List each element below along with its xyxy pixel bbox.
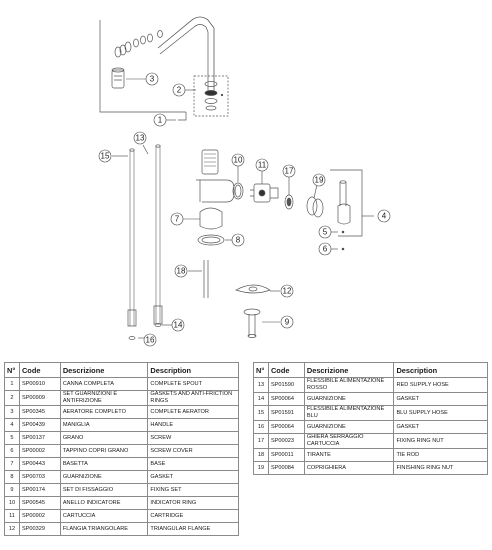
callout-1: 1: [157, 115, 163, 125]
table-row: [254, 421, 488, 434]
row-number: 2: [5, 391, 20, 406]
table-row: [5, 419, 239, 432]
italian-description: CARTUCCIA: [60, 510, 148, 523]
callout-13: 13: [135, 133, 145, 143]
part-code: SP00909: [19, 391, 60, 406]
parts-table-left: [4, 362, 239, 536]
supply-hoses-drawing: [128, 145, 162, 326]
part-code: SP00910: [19, 378, 60, 391]
english-description: COMPLETE AERATOR: [148, 406, 239, 419]
table-row: [5, 523, 239, 536]
row-number: 9: [5, 484, 20, 497]
italian-description: FLESSIBILE ALIMENTAZIONE ROSSO: [304, 378, 394, 393]
english-description: HANDLE: [148, 419, 239, 432]
callout-17: 17: [284, 166, 294, 176]
row-number: 11: [5, 510, 20, 523]
callout-14: 14: [173, 320, 183, 330]
callout-11: 11: [257, 160, 267, 170]
gasket-set-drawing: [194, 76, 228, 116]
italian-description: GUARNIZIONE: [304, 421, 394, 434]
callout-16: 16: [145, 335, 155, 345]
part-code: SP00443: [19, 458, 60, 471]
row-number: 7: [5, 458, 20, 471]
header-number: N°: [254, 363, 269, 378]
callout-8: 8: [235, 235, 241, 245]
table-row: [5, 471, 239, 484]
table-row: [5, 391, 239, 406]
row-number: 16: [254, 421, 269, 434]
callout-12: 12: [282, 286, 292, 296]
part-code: SP00174: [19, 484, 60, 497]
italian-description: SET GUARNIZIONI E ANTIFRIZIONE: [60, 391, 148, 406]
english-description: GASKETS AND ANTI-FRICTION RINGS: [148, 391, 239, 406]
table-row: [254, 434, 488, 449]
italian-description: ANELLO INDICATORE: [60, 497, 148, 510]
english-description: FIXING RING NUT: [394, 434, 488, 449]
callout-3: 3: [149, 74, 155, 84]
english-description: GASKET: [148, 471, 239, 484]
italian-description: CANNA COMPLETA: [60, 378, 148, 391]
callout-4: 4: [381, 211, 387, 221]
header-code: Code: [19, 363, 60, 378]
row-number: 3: [5, 406, 20, 419]
row-number: 19: [254, 462, 269, 475]
part-code: SP00064: [268, 393, 304, 406]
part-code: SP00064: [268, 421, 304, 434]
italian-description: GHIERA SERRAGGIO CARTUCCIA: [304, 434, 394, 449]
italian-description: TIRANTE: [304, 449, 394, 462]
fixing-set-drawing: [244, 309, 260, 338]
table-row: [5, 445, 239, 458]
table-row: [5, 378, 239, 391]
part-code: SP00345: [19, 406, 60, 419]
italian-description: FLESSIBILE ALIMENTAZIONE BLU: [304, 406, 394, 421]
part-code: SP00084: [268, 462, 304, 475]
header-descrizione: Descrizione: [304, 363, 394, 378]
callout-19: 19: [314, 175, 324, 185]
table-row: [5, 484, 239, 497]
callout-9: 9: [284, 317, 290, 327]
table-row: [254, 393, 488, 406]
english-description: FINISHING RING NUT: [394, 462, 488, 475]
italian-description: GRANO: [60, 432, 148, 445]
table-row: [5, 458, 239, 471]
table-row: [5, 510, 239, 523]
callout-2: 2: [176, 85, 182, 95]
callout-18: 18: [176, 266, 186, 276]
part-code: SP00545: [19, 497, 60, 510]
cartridge-drawing: [250, 184, 278, 202]
callout-6: 6: [322, 244, 328, 254]
handle-drawing: [338, 181, 350, 224]
part-code: SP01591: [268, 406, 304, 421]
english-description: GASKET: [394, 421, 488, 434]
table-header-row: [254, 363, 488, 378]
italian-description: BASETTA: [60, 458, 148, 471]
table-row: [5, 432, 239, 445]
part-code: SP01590: [268, 378, 304, 393]
callout-7: 7: [174, 214, 180, 224]
italian-description: TAPPINO COPRI GRANO: [60, 445, 148, 458]
row-number: 5: [5, 432, 20, 445]
part-code: SP00902: [19, 510, 60, 523]
english-description: TRIANGULAR FLANGE: [148, 523, 239, 536]
header-description: Description: [394, 363, 488, 378]
english-description: RED SUPPLY HOSE: [394, 378, 488, 393]
table-row: [5, 406, 239, 419]
english-description: CARTRIDGE: [148, 510, 239, 523]
header-description: Description: [148, 363, 239, 378]
row-number: 6: [5, 445, 20, 458]
parts-table-right-body: [254, 378, 488, 475]
row-number: 10: [5, 497, 20, 510]
callout-5: 5: [322, 227, 328, 237]
callout-10: 10: [233, 155, 243, 165]
row-number: 4: [5, 419, 20, 432]
row-number: 15: [254, 406, 269, 421]
table-row: [254, 449, 488, 462]
italian-description: AERATORE COMPLETO: [60, 406, 148, 419]
italian-description: MANIGLIA: [60, 419, 148, 432]
part-code: SP00703: [19, 471, 60, 484]
english-description: GASKET: [394, 393, 488, 406]
row-number: 1: [5, 378, 20, 391]
row-number: 18: [254, 449, 269, 462]
english-description: BLU SUPPLY HOSE: [394, 406, 488, 421]
part-code: SP00023: [268, 434, 304, 449]
english-description: COMPLETE SPOUT: [148, 378, 239, 391]
table-row: [254, 406, 488, 421]
italian-description: FLANGIA TRIANGOLARE: [60, 523, 148, 536]
base-drawing: [198, 208, 224, 245]
italian-description: SET DI FISSAGGIO: [60, 484, 148, 497]
part-code: SP00329: [19, 523, 60, 536]
part-code: SP00439: [19, 419, 60, 432]
english-description: SCREW COVER: [148, 445, 239, 458]
table-row: [5, 497, 239, 510]
table-row: [254, 462, 488, 475]
row-number: 17: [254, 434, 269, 449]
row-number: 13: [254, 378, 269, 393]
header-number: N°: [5, 363, 20, 378]
english-description: FIXING SET: [148, 484, 239, 497]
callout-15: 15: [100, 151, 110, 161]
part-code: SP00011: [268, 449, 304, 462]
table-header-row: [5, 363, 239, 378]
parts-table-right: [253, 362, 488, 475]
english-description: INDICATOR RING: [148, 497, 239, 510]
parts-table-left-body: [5, 378, 239, 536]
english-description: TIE ROD: [394, 449, 488, 462]
header-descrizione: Descrizione: [60, 363, 148, 378]
english-description: BASE: [148, 458, 239, 471]
part-code: SP00002: [19, 445, 60, 458]
row-number: 14: [254, 393, 269, 406]
flange-drawing: [236, 285, 270, 293]
header-code: Code: [268, 363, 304, 378]
italian-description: GUARNIZIONE: [60, 471, 148, 484]
row-number: 8: [5, 471, 20, 484]
part-code: SP00137: [19, 432, 60, 445]
italian-description: COPRIGHIERA: [304, 462, 394, 475]
row-number: 12: [5, 523, 20, 536]
italian-description: GUARNIZIONE: [304, 393, 394, 406]
english-description: SCREW: [148, 432, 239, 445]
table-row: [254, 378, 488, 393]
